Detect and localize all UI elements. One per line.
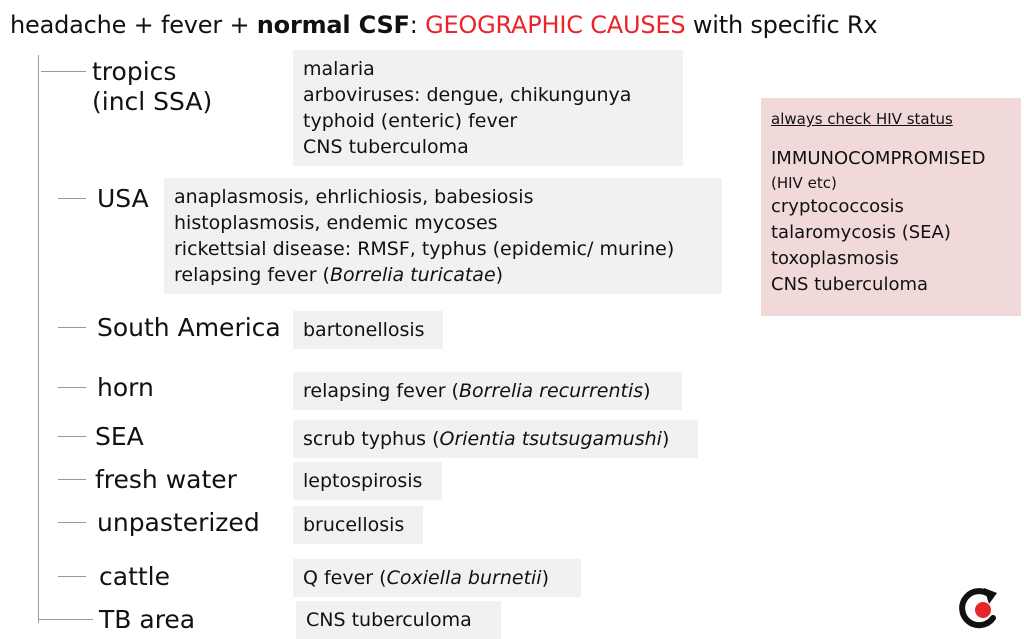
organism-name: Orientia tsutsugamushi [439,428,662,450]
cause-text: ) [495,264,504,286]
cause-text: rickettsial disease: RMSF, typhus (epidemic/ murine) [174,238,675,260]
branch-connector [58,576,86,577]
panel-item: talaromycosis (SEA) [771,222,951,243]
panel-item: cryptococcosis [771,196,904,217]
branch-label [99,562,170,592]
cause-text: relapsing fever ( [174,264,330,286]
title-part: : [409,11,426,39]
cause-text: relapsing fever ( [303,380,459,402]
branch-connector [58,327,86,328]
cause-item [174,236,712,262]
panel-heading: IMMUNOCOMPROMISED [771,148,986,169]
panel-item: CNS tuberculoma [771,274,929,295]
causes-box [293,372,682,410]
cause-item [303,378,672,404]
cause-text: ) [541,567,549,589]
branch-label-line: USA [97,184,149,213]
branch-connector [38,619,93,620]
cause-text: CNS tuberculoma [303,136,469,158]
cause-text: typhoid (enteric) fever [303,110,518,132]
cause-text: brucellosis [303,514,405,536]
organism-name: Borrelia recurrentis [458,380,644,402]
branch-label [99,605,195,635]
cause-item [303,512,413,538]
cause-item [174,210,712,236]
hiv-note: always check HIV status [771,110,953,128]
causes-box [293,50,683,166]
cause-item [303,565,571,591]
causes-box [293,311,443,349]
cause-item [303,108,673,134]
title-highlight: GEOGRAPHIC CAUSES [425,11,686,39]
branch-label-line: horn [97,373,154,402]
cause-item [303,317,433,343]
branch-label-line: unpasterized [97,508,260,537]
branch-label-line: fresh water [95,465,237,494]
branch-label-line: (incl SSA) [92,87,213,116]
cause-text: ) [661,428,670,450]
causes-box [164,178,722,294]
organism-name: Borrelia turicatae [329,264,496,286]
cause-text: Q fever ( [303,567,387,589]
cause-text: anaplasmosis, ehrlichiosis, babesiosis [174,186,534,208]
cause-item [303,134,673,160]
causes-box [293,420,698,458]
branch-connector [58,522,86,523]
branch-connector [58,479,86,480]
cause-text: malaria [303,58,375,80]
branch-label-line: cattle [99,562,170,591]
branch-label [97,373,154,403]
title-part: headache + fever + [10,11,257,39]
panel-item: toxoplasmosis [771,248,899,269]
cause-item [306,607,491,633]
immunocompromised-panel [761,98,1021,316]
causes-box [296,601,501,639]
organism-name: Coxiella burnetii [386,567,542,589]
cause-item [174,184,712,210]
branch-connector [58,387,86,388]
cause-item [174,262,712,288]
cause-text: ) [643,380,651,402]
panel-subheading: (HIV etc) [771,174,837,192]
cause-text: CNS tuberculoma [306,609,472,631]
cause-item [303,56,673,82]
causes-box [293,462,442,500]
cause-text: leptospirosis [303,470,423,492]
title-emphasis: normal CSF [256,11,410,39]
cause-text: scrub typhus ( [303,428,440,450]
title-part: with specific Rx [685,11,878,39]
branch-connector [41,71,86,72]
cause-item [303,468,432,494]
branch-connector [58,436,86,437]
branch-label [97,184,149,214]
page-title [10,11,877,39]
branch-label [97,508,260,538]
branch-label-line: South America [97,313,281,342]
branch-label-line: TB area [99,605,196,634]
cause-text: arboviruses: dengue, chikungunya [303,84,632,106]
branch-label [95,465,237,495]
circular-arrow-logo-icon [953,584,1003,634]
branch-label-line: SEA [95,422,144,451]
panel-items [771,194,1011,298]
branch-label-line: tropics [92,57,177,86]
branch-label [92,57,212,117]
branch-connector [58,198,86,199]
branch-label [95,422,144,452]
cause-item [303,82,673,108]
cause-text: histoplasmosis, endemic mycoses [174,212,498,234]
tree-trunk-line [38,55,39,623]
cause-text: bartonellosis [303,319,425,341]
cause-item [303,426,688,452]
causes-box [293,559,581,597]
branch-label [97,313,281,343]
causes-box [293,506,423,544]
